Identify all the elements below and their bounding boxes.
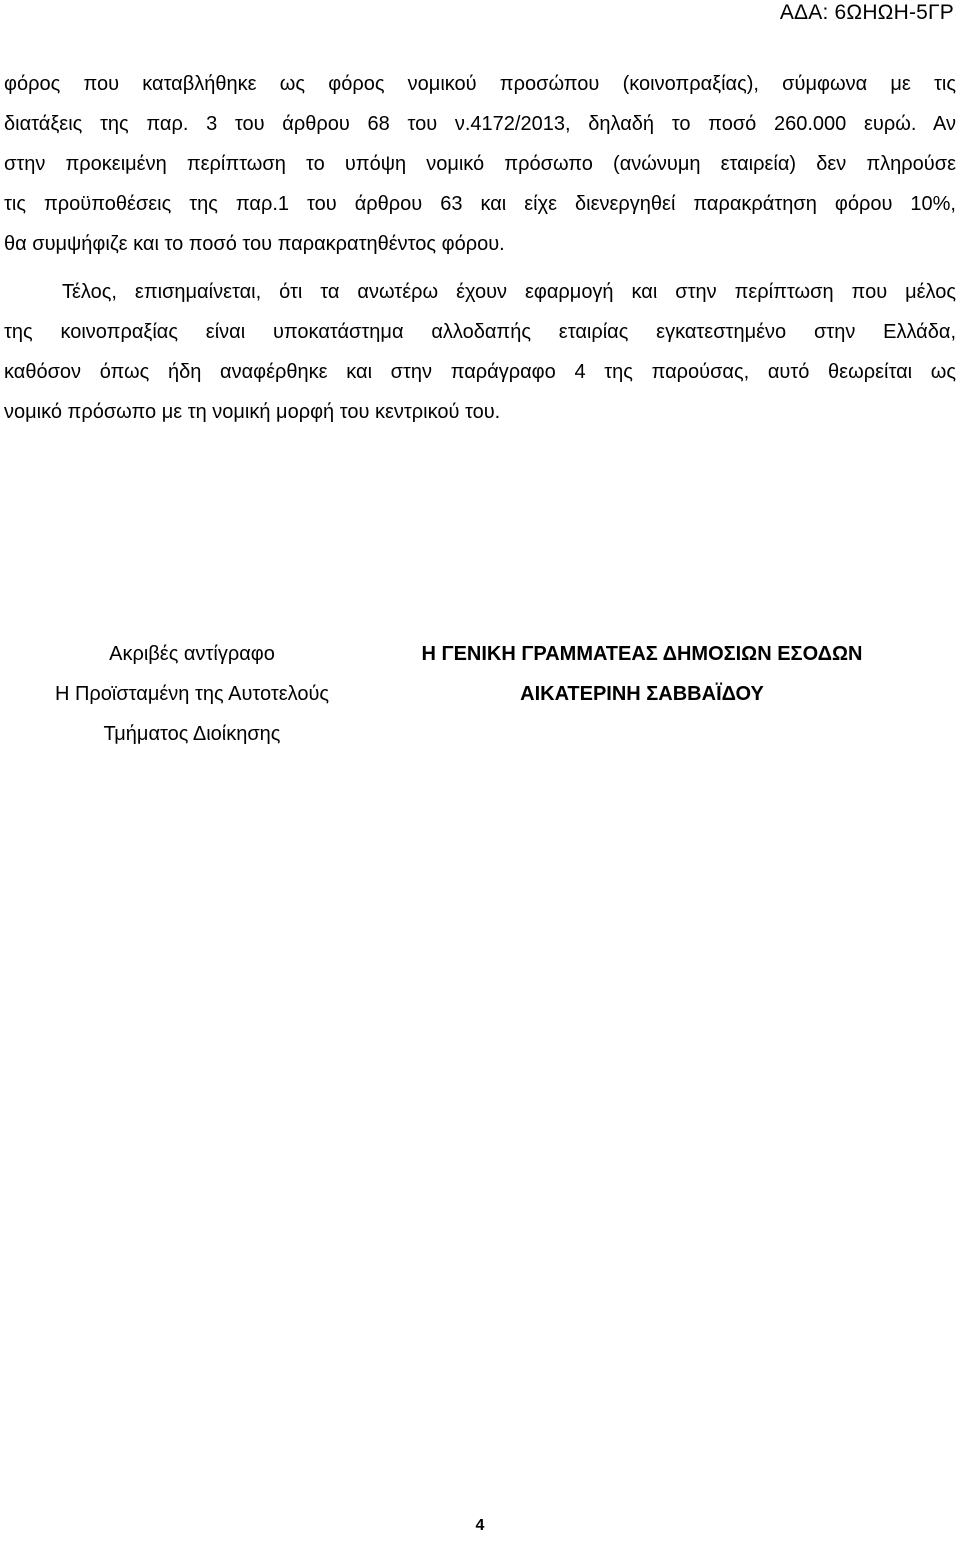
- signatory-name: ΑΙΚΑΤΕΡΙΝΗ ΣΑΒΒΑΪΔΟΥ: [520, 683, 764, 705]
- page-number: 4: [475, 1517, 485, 1534]
- paragraph-line: Τέλος, επισημαίνεται, ότι τα ανωτέρω έχουν εφαρμογή και στην περίπτωση που μέλος: [62, 281, 956, 303]
- certifier-title-line2: Τμήματος Διοίκησης: [103, 723, 281, 745]
- document-code: ΑΔΑ: 6ΩΗΩΗ-5ΓΡ: [779, 1, 954, 24]
- paragraph-line: νομικό πρόσωπο με τη νομική μορφή του κεντρικού του.: [4, 401, 501, 423]
- certified-copy-label: Ακριβές αντίγραφο: [109, 643, 275, 665]
- certification-block: [0, 634, 384, 754]
- signatory-block: [372, 634, 912, 714]
- paragraph-line: της κοινοπραξίας είναι υποκατάστημα αλλοδαπής εταιρίας εγκατεστημένο στην Ελλάδα,: [4, 321, 956, 343]
- paragraph-2: [4, 272, 956, 432]
- paragraph-line: τις προϋποθέσεις της παρ.1 του άρθρου 63 και είχε διενεργηθεί παρακράτηση φόρου 10%,: [4, 193, 956, 215]
- paragraph-line: θα συμψήφιζε και το ποσό του παρακρατηθέντος φόρου.: [4, 233, 505, 255]
- paragraph-line: καθόσον όπως ήδη αναφέρθηκε και στην παράγραφο 4 της παρούσας, αυτό θεωρείται ως: [4, 361, 956, 383]
- paragraph-line: στην προκειμένη περίπτωση το υπόψη νομικό πρόσωπο (ανώνυμη εταιρεία) δεν πληρούσε: [4, 153, 956, 175]
- signatory-title: Η ΓΕΝΙΚΗ ΓΡΑΜΜΑΤΕΑΣ ΔΗΜΟΣΙΩΝ ΕΣΟΔΩΝ: [421, 643, 863, 665]
- certifier-title-line1: Η Προϊσταμένη της Αυτοτελούς: [54, 683, 330, 705]
- paragraph-line: διατάξεις της παρ. 3 του άρθρου 68 του ν.4172/2013, δηλαδή το ποσό 260.000 ευρώ. Αν: [4, 113, 956, 135]
- paragraph-line: φόρος που καταβλήθηκε ως φόρος νομικού προσώπου (κοινοπραξίας), σύμφωνα με τις: [4, 73, 956, 95]
- paragraph-1: [4, 64, 956, 264]
